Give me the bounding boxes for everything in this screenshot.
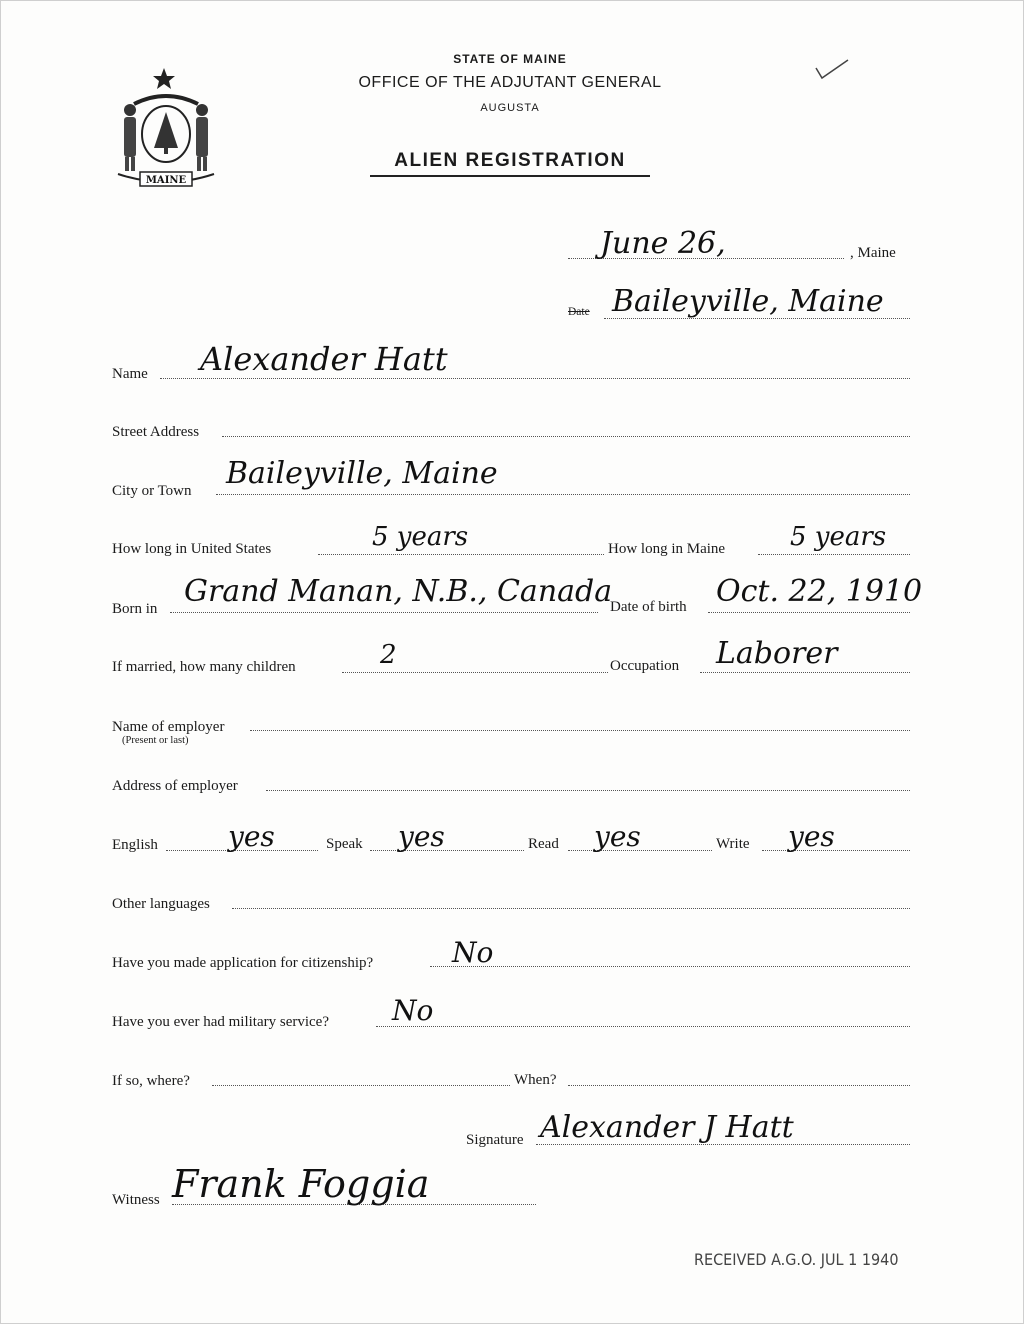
date-state-suffix: , Maine bbox=[850, 245, 896, 261]
maine-value: 5 years bbox=[790, 522, 887, 552]
born-label: Born in bbox=[112, 601, 158, 617]
born-value: Grand Manan, N.B., Canada bbox=[184, 574, 613, 609]
citizenship-label: Have you made application for citizenship? bbox=[112, 955, 374, 971]
city-label: City or Town bbox=[112, 483, 192, 499]
born-line bbox=[170, 612, 598, 613]
date-label: Date bbox=[568, 306, 590, 318]
signature-value: Alexander J Hatt bbox=[540, 1110, 794, 1145]
maine-state-seal bbox=[112, 62, 220, 190]
where-line bbox=[212, 1085, 510, 1086]
english-label: English bbox=[112, 837, 158, 853]
us-line bbox=[318, 554, 604, 555]
children-value: 2 bbox=[380, 640, 397, 670]
header-office: OFFICE OF THE ADJUTANT GENERAL bbox=[358, 74, 662, 91]
signature-label: Signature bbox=[466, 1132, 524, 1148]
when-line bbox=[568, 1085, 910, 1086]
when-label: When? bbox=[514, 1072, 557, 1088]
header-city: AUGUSTA bbox=[480, 102, 540, 114]
name-value: Alexander Hatt bbox=[200, 340, 448, 378]
employer-label: Name of employer bbox=[112, 719, 225, 735]
write-value: yes bbox=[788, 820, 835, 853]
citizenship-line bbox=[430, 966, 910, 967]
occupation-label: Occupation bbox=[610, 658, 680, 674]
children-label: If married, how many children bbox=[112, 659, 296, 675]
received-stamp: RECEIVED A.G.O. JUL 1 1940 bbox=[694, 1250, 899, 1269]
name-label: Name bbox=[112, 366, 148, 382]
read-value: yes bbox=[594, 820, 641, 853]
street-line bbox=[222, 436, 910, 437]
occupation-value: Laborer bbox=[716, 636, 838, 671]
employer-address-line bbox=[266, 790, 910, 791]
other-languages-label: Other languages bbox=[112, 896, 210, 912]
witness-value: Frank Foggia bbox=[172, 1162, 430, 1206]
maine-label: How long in Maine bbox=[608, 541, 726, 557]
military-value: No bbox=[392, 994, 434, 1027]
form-title: ALIEN REGISTRATION bbox=[370, 150, 650, 177]
us-label: How long in United States bbox=[112, 541, 272, 557]
children-line bbox=[342, 672, 608, 673]
name-line bbox=[160, 378, 910, 379]
city-line bbox=[216, 494, 910, 495]
write-label: Write bbox=[716, 836, 750, 852]
city-value: Baileyville, Maine bbox=[226, 456, 498, 491]
place-value: Baileyville, Maine bbox=[612, 284, 884, 319]
dob-line bbox=[708, 612, 910, 613]
military-line bbox=[376, 1026, 910, 1027]
write-line bbox=[762, 850, 910, 851]
employer-line bbox=[250, 730, 910, 731]
street-label: Street Address bbox=[112, 424, 200, 440]
date-value: June 26, bbox=[600, 226, 726, 261]
employer-address-label: Address of employer bbox=[112, 778, 238, 794]
speak-line bbox=[370, 850, 524, 851]
occupation-line bbox=[700, 672, 910, 673]
seal-text: MAINE bbox=[145, 175, 187, 186]
dob-label: Date of birth bbox=[610, 599, 687, 615]
witness-label: Witness bbox=[112, 1192, 160, 1208]
speak-label: Speak bbox=[326, 836, 363, 852]
header-state: STATE OF MAINE bbox=[453, 52, 567, 66]
maine-line bbox=[758, 554, 910, 555]
employer-sublabel: (Present or last) bbox=[122, 735, 189, 746]
dob-value: Oct. 22, 1910 bbox=[716, 574, 923, 609]
read-label: Read bbox=[528, 836, 559, 852]
us-value: 5 years bbox=[372, 522, 469, 552]
speak-value: yes bbox=[398, 820, 445, 853]
english-value: yes bbox=[228, 820, 275, 853]
military-label: Have you ever had military service? bbox=[112, 1014, 329, 1030]
other-languages-line bbox=[232, 908, 910, 909]
citizenship-value: No bbox=[452, 936, 494, 969]
check-mark bbox=[812, 58, 852, 82]
where-label: If so, where? bbox=[112, 1073, 190, 1089]
